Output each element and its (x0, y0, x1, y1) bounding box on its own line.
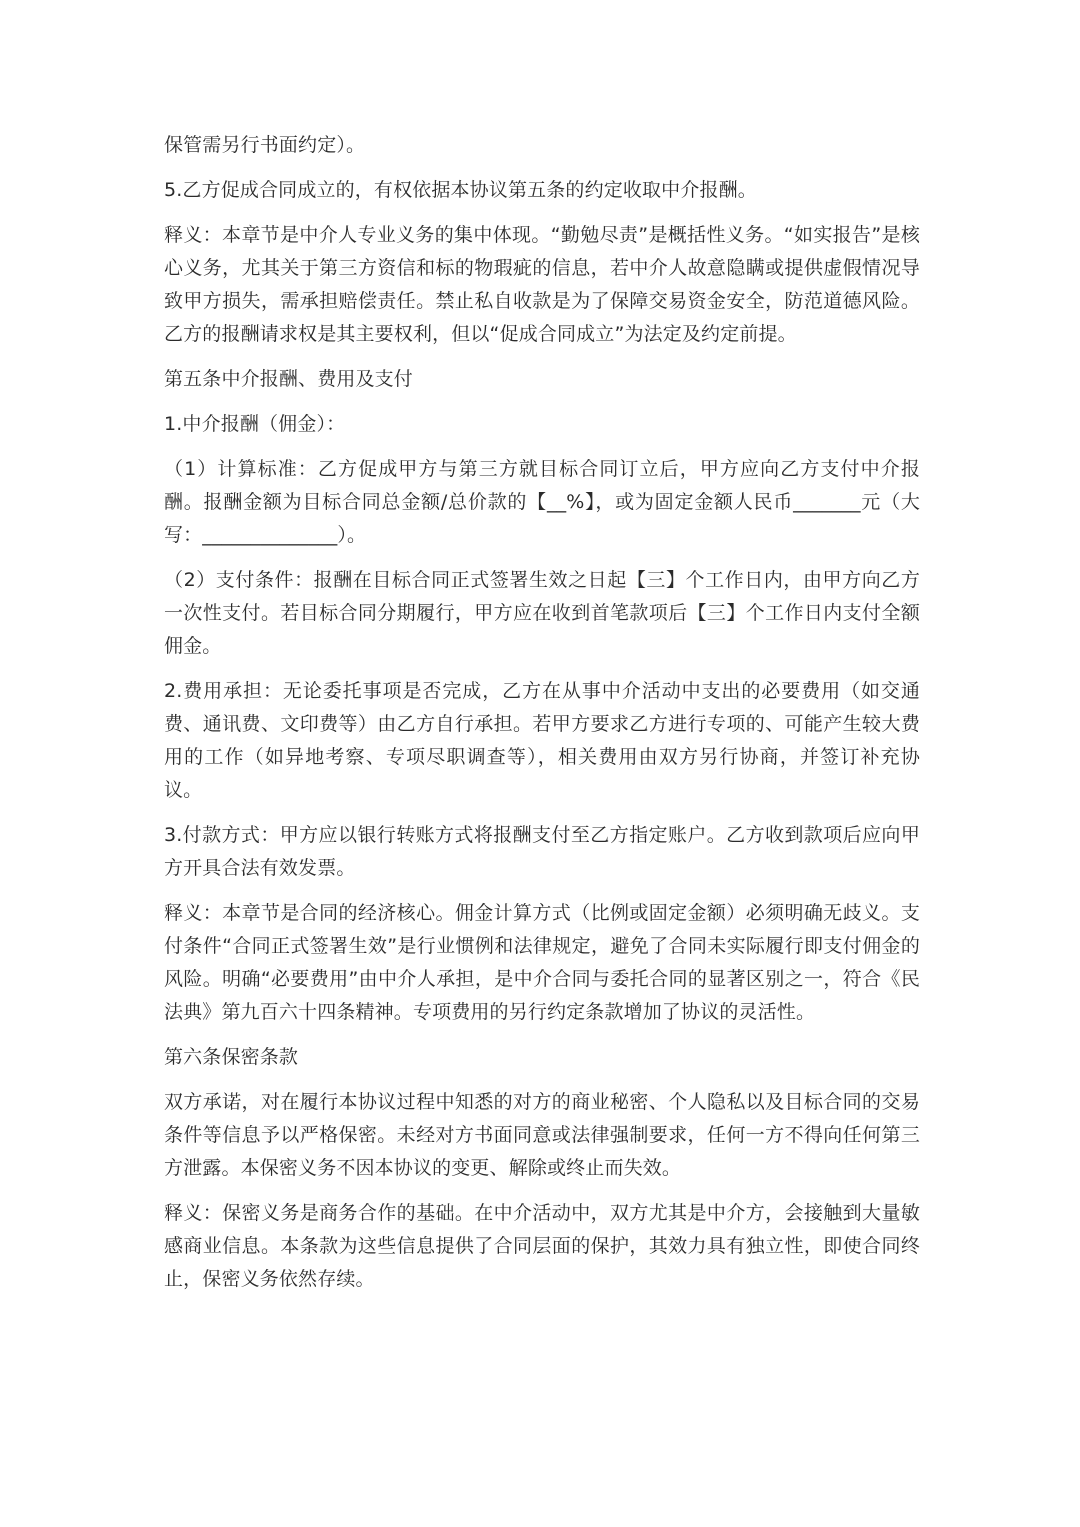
clause-5-heading: 第五条中介报酬、费用及支付 (164, 368, 413, 390)
explanation-clause-4: 释义：本章节是中介人专业义务的集中体现。“勤勉尽责”是概括性义务。“如实报告”是核心义务，尤其关于第三方资信和标的物瑕疵的信息，若中介人故意隐瞒或提供虚假情况导致甲方损失，需承担赔偿责任。禁止私自收款是为了保障交易资金安全，防范道德风险。乙方的报酬请求权是其主要权利，但以“促成合同成立”为法定及约定前提。 (164, 224, 920, 345)
clause-4-item-5: 5.乙方促成合同成立的，有权依据本协议第五条的约定收取中介报酬。 (164, 179, 757, 201)
explanation-clause-6: 释义：保密义务是商务合作的基础。在中介活动中，双方尤其是中介方，会接触到大量敏感商业信息。本条款为这些信息提供了合同层面的保护，其效力具有独立性，即使合同终止，保密义务依然存续。 (164, 1202, 920, 1290)
clause-5-item-3: 3.付款方式：甲方应以银行转账方式将报酬支付至乙方指定账户。乙方收到款项后应向甲方开具合法有效发票。 (164, 824, 920, 879)
clause-5-item-1-2: （2）支付条件：报酬在目标合同正式签署生效之日起【三】个工作日内，由甲方向乙方一次性支付。若目标合同分期履行，甲方应在收到首笔款项后【三】个工作日内支付全额佣金。 (164, 569, 920, 657)
clause-5-item-2: 2.费用承担：无论委托事项是否完成，乙方在从事中介活动中支出的必要费用（如交通费、通讯费、文印费等）由乙方自行承担。若甲方要求乙方进行专项的、可能产生较大费用的工作（如异地考察、专项尽职调查等），相关费用由双方另行协商，并签订补充协议。 (164, 680, 920, 801)
explanation-clause-5: 释义：本章节是合同的经济核心。佣金计算方式（比例或固定金额）必须明确无歧义。支付条件“合同正式签署生效”是行业惯例和法律规定，避免了合同未实际履行即支付佣金的风险。明确“必要费用”由中介人承担，是中介合同与委托合同的显著区别之一，符合《民法典》第九百六十四条精神。专项费用的另行约定条款增加了协议的灵活性。 (164, 902, 920, 1023)
paragraph-custody-note: 保管需另行书面约定）。 (164, 134, 366, 156)
document-body (164, 129, 920, 1308)
clause-6-body: 双方承诺，对在履行本协议过程中知悉的对方的商业秘密、个人隐私以及目标合同的交易条件等信息予以严格保密。未经对方书面同意或法律强制要求，任何一方不得向任何第三方泄露。本保密义务不因本协议的变更、解除或终止而失效。 (164, 1091, 920, 1179)
clause-5-item-1-1: （1）计算标准：乙方促成甲方与第三方就目标合同订立后，甲方应向乙方支付中介报酬。报酬金额为目标合同总金额/总价款的【__%】，或为固定金额人民币_______元（大写：______________）。 (164, 458, 920, 546)
clause-6-heading: 第六条保密条款 (164, 1046, 299, 1068)
clause-5-item-1: 1.中介报酬（佣金）： (164, 413, 346, 435)
